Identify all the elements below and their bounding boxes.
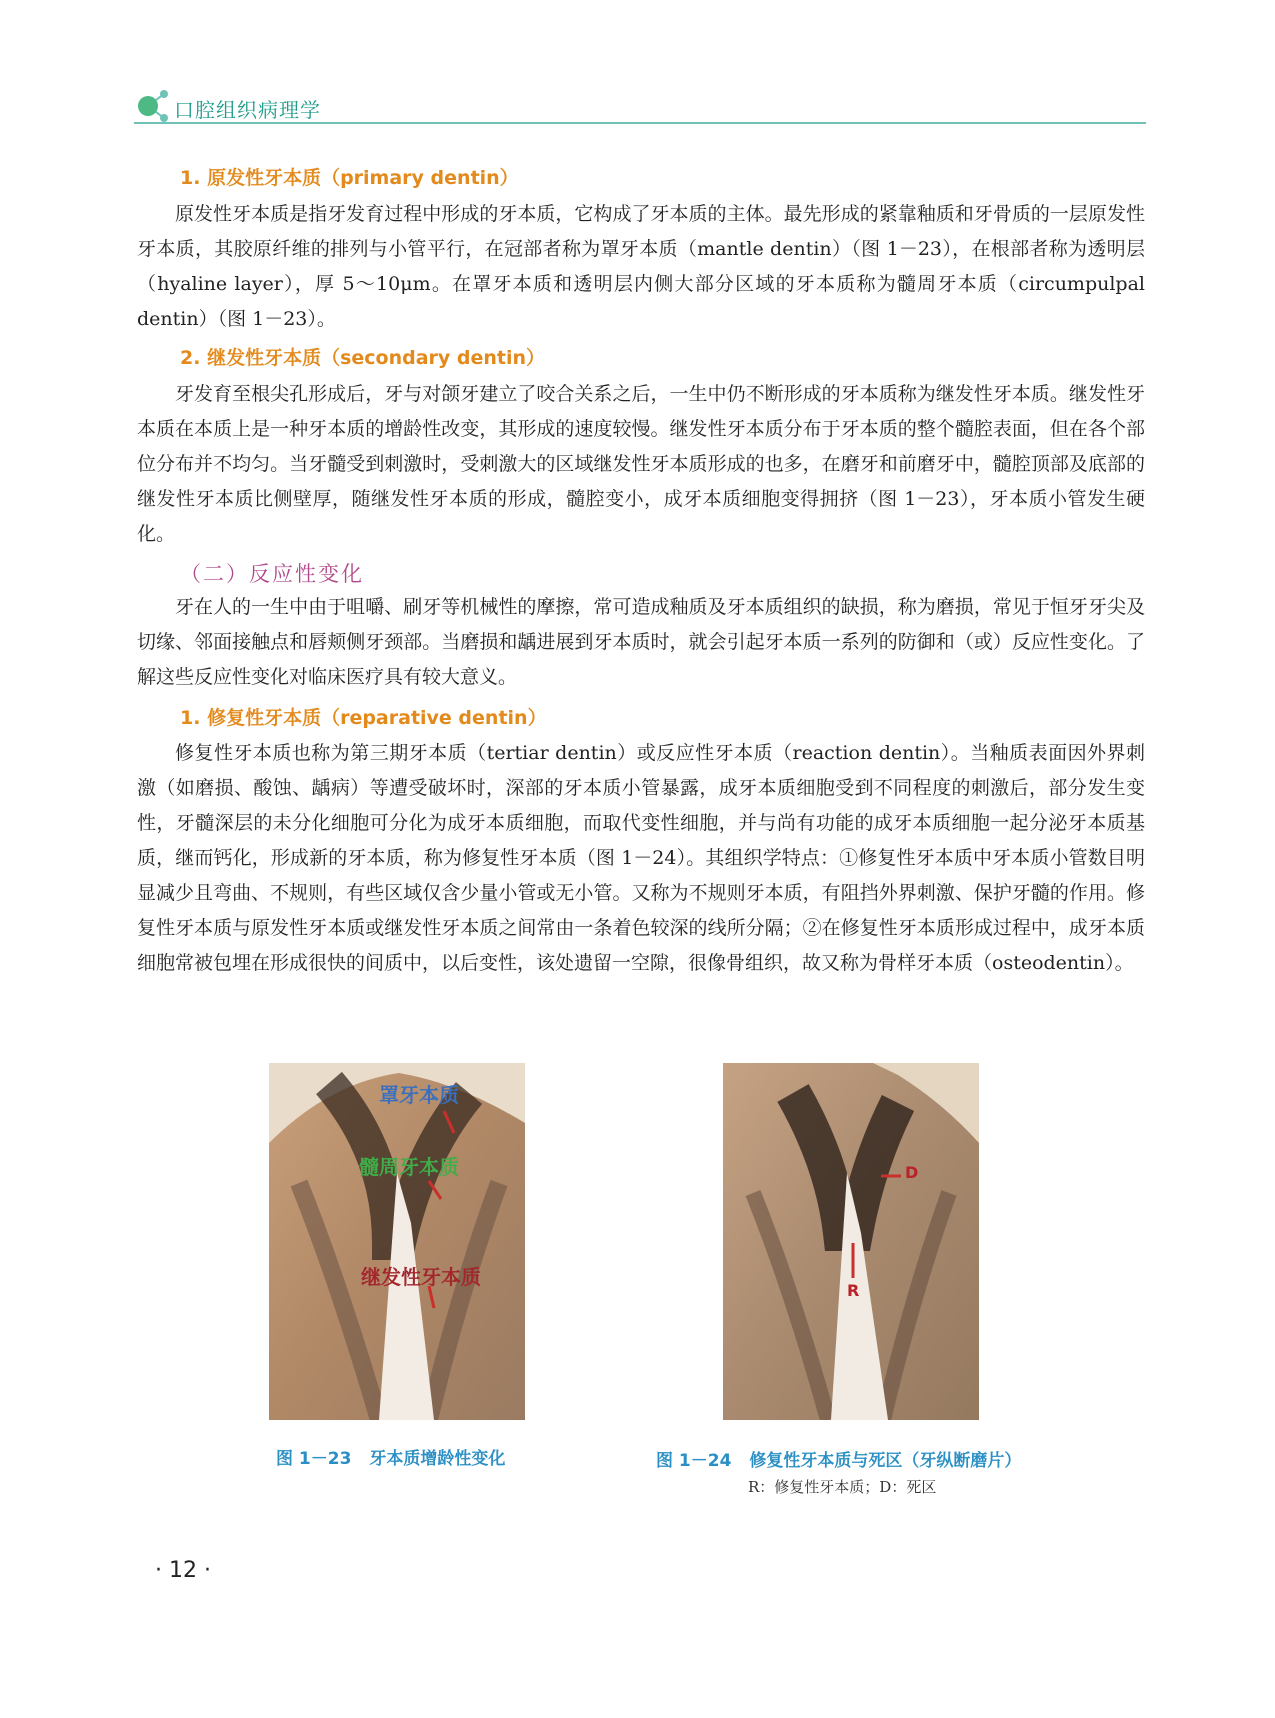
running-header bbox=[134, 88, 1146, 128]
section-number: 2. bbox=[180, 347, 201, 369]
paragraph-secondary-dentin: 牙发育至根尖孔形成后，牙与对颌牙建立了咬合关系之后，一生中仍不断形成的牙本质称为继发性牙本质。继发性牙本质在本质上是一种牙本质的增龄性改变，其形成的速度较慢。继发性牙本质分布于牙本质的整个髓腔表面，但在各个部位分布并不均匀。当牙髓受到刺激时，受刺激大的区域继发性牙本质形成的也多，在磨牙和前磨牙中，髓腔顶部及底部的继发性牙本质比侧壁厚，随继发性牙本质的形成，髓腔变小，成牙本质细胞变得拥挤（图 1－23），牙本质小管发生硬化。 bbox=[137, 383, 1145, 545]
subsection-heading: （二）反应性变化 bbox=[180, 562, 364, 586]
label-mantle-dentin: 罩牙本质 bbox=[379, 1083, 459, 1107]
label-reparative-dentin: R bbox=[847, 1281, 860, 1300]
section-heading-secondary-dentin bbox=[180, 343, 545, 370]
label-circumpulpal-dentin: 髓周牙本质 bbox=[359, 1155, 459, 1179]
label-dead-tract: D bbox=[905, 1163, 919, 1182]
section-heading-reparative-dentin bbox=[180, 703, 547, 730]
header-title: 口腔组织病理学 bbox=[174, 98, 321, 122]
label-secondary-dentin: 继发性牙本质 bbox=[361, 1265, 481, 1289]
figure-number: 图 1－23 bbox=[276, 1449, 352, 1469]
section-number: 1. bbox=[180, 167, 201, 189]
figure-number: 图 1－24 bbox=[656, 1451, 732, 1471]
tooth-section-illustration bbox=[723, 1063, 979, 1420]
paragraph-reparative-dentin: 修复性牙本质也称为第三期牙本质（tertiar dentin）或反应性牙本质（reaction dentin）。当釉质表面因外界刺激（如磨损、酸蚀、龋病）等遭受破坏时，深部的牙本质小管暴露，成牙本质细胞受到不同程度的刺激后，部分发生变性，牙髓深层的未分化细胞可分化为成牙本质细胞，而取代变性细胞，并与尚有功能的成牙本质细胞一起分泌牙本质基质，继而钙化，形成新的牙本质，称为修复性牙本质（图 1－24）。其组织学特点：①修复性牙本质中牙本质小管数目明显减少且弯曲、不规则，有些区域仅含少量小管或无小管。又称为不规则牙本质，有阻挡外界刺激、保护牙髓的作用。修复性牙本质与原发性牙本质或继发性牙本质之间常由一条着色较深的线所分隔；②在修复性牙本质形成过程中，成牙本质细胞常被包埋在形成很快的间质中，以后变性，该处遗留一空隙，很像骨组织，故又称为骨样牙本质（osteodentin）。 bbox=[137, 742, 1145, 974]
figure-1-24-note: R：修复性牙本质；D：死区 bbox=[748, 1478, 937, 1496]
tooth-section-illustration bbox=[269, 1063, 525, 1420]
section-title: 原发性牙本质（primary dentin） bbox=[207, 167, 519, 189]
paragraph-reactive-changes: 牙在人的一生中由于咀嚼、刷牙等机械性的摩擦，常可造成釉质及牙本质组织的缺损，称为磨损，常见于恒牙牙尖及切缘、邻面接触点和唇颊侧牙颈部。当磨损和龋进展到牙本质时，就会引起牙本质一系列的防御和（或）反应性变化。了解这些反应性变化对临床医疗具有较大意义。 bbox=[137, 596, 1145, 688]
section-title: 修复性牙本质（reparative dentin） bbox=[207, 707, 547, 729]
figure-1-23-image bbox=[269, 1063, 525, 1420]
page-number: · 12 · bbox=[155, 1558, 211, 1583]
figure-caption-text: 牙本质增龄性变化 bbox=[369, 1449, 506, 1469]
logo-icon bbox=[134, 88, 170, 124]
figure-1-24-image bbox=[723, 1063, 979, 1420]
section-number: 1. bbox=[180, 707, 201, 729]
section-heading-primary-dentin bbox=[180, 163, 519, 190]
paragraph-primary-dentin: 原发性牙本质是指牙发育过程中形成的牙本质，它构成了牙本质的主体。最先形成的紧靠釉质和牙骨质的一层原发性牙本质，其胶原纤维的排列与小管平行，在冠部者称为罩牙本质（mantle dentin）（图 1－23），在根部者称为透明层（hyaline layer），厚 5～10μm。在罩牙本质和透明层内侧大部分区域的牙本质称为髓周牙本质（circumpulpal dentin）（图 1－23）。 bbox=[137, 203, 1145, 330]
figure-caption-text: 修复性牙本质与死区（牙纵断磨片） bbox=[749, 1451, 1022, 1471]
header-rule bbox=[134, 122, 1146, 124]
figure-1-23-caption bbox=[276, 1444, 505, 1469]
section-title: 继发性牙本质（secondary dentin） bbox=[207, 347, 546, 369]
figure-1-24-caption bbox=[656, 1446, 1021, 1471]
